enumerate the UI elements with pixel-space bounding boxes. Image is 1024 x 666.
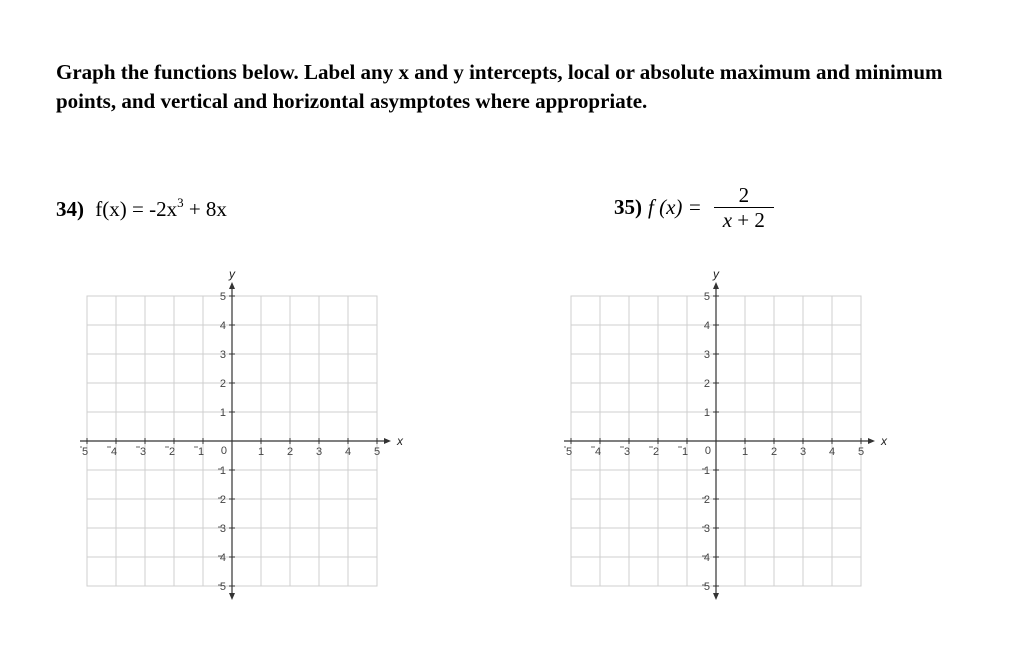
y-tick-label: 4 [219, 320, 226, 332]
y-axis-arrow-down [229, 593, 235, 600]
y-tick-label: 3 [703, 523, 710, 535]
y-tick-label: 3 [219, 349, 226, 361]
y-tick-label: 4 [703, 552, 710, 564]
x-tick-label: 4 [344, 446, 352, 458]
x-tick-label: 2 [770, 446, 778, 458]
problem-34 [56, 195, 227, 222]
numerator: 2 [738, 183, 750, 207]
y-tick-label: 5 [219, 581, 226, 593]
instructions-text: Graph the functions below. Label any x and y intercepts, local or absolute maximum and minimum points, and vertical and horizontal asymptotes where appropriate. [56, 60, 943, 113]
y-tick-label: 2 [703, 494, 710, 506]
x-axis-label: x [881, 434, 887, 448]
x-tick-label: 5 [373, 446, 381, 458]
x-tick-label: 4 [828, 446, 836, 458]
problem-35 [614, 183, 774, 232]
y-tick-label: 3 [703, 349, 710, 361]
y-axis-arrow-down [713, 593, 719, 600]
x-tick-label: 3 [315, 446, 323, 458]
coordinate-grid-34[interactable] [80, 262, 410, 602]
x-tick-label: 3 [623, 446, 631, 458]
x-tick-label: 1 [741, 446, 749, 458]
x-tick-label: 1 [681, 446, 689, 458]
y-tick-label: 5 [703, 581, 710, 593]
x-tick-label: 3 [799, 446, 807, 458]
x-tick-label: 1 [257, 446, 265, 458]
x-tick-label: 5 [857, 446, 865, 458]
y-tick-label: 4 [703, 320, 710, 332]
y-tick-label: 3 [219, 523, 226, 535]
function-lhs: f (x) = [648, 195, 702, 219]
x-tick-label: 2 [286, 446, 294, 458]
y-tick-label: 1 [219, 407, 226, 419]
function-equation: $f(x) = -2x^3 + 8x$ [95, 195, 227, 221]
x-tick-label: 3 [139, 446, 147, 458]
y-axis-label: y [229, 267, 235, 281]
x-tick-label: 1 [197, 446, 205, 458]
denominator: x + 2 [722, 208, 765, 232]
x-axis-label: x [397, 434, 403, 448]
exponent: 3 [177, 195, 184, 210]
y-tick-label: 2 [703, 378, 710, 390]
origin-label: 0 [220, 445, 227, 457]
origin-label: 0 [704, 445, 711, 457]
fraction [714, 183, 774, 232]
coordinate-grid-35[interactable] [564, 262, 894, 602]
y-axis-arrow-up [713, 282, 719, 289]
y-tick-label: 5 [219, 291, 226, 303]
x-tick-label: 4 [594, 446, 602, 458]
x-tick-label: 2 [652, 446, 660, 458]
y-tick-label: 1 [703, 407, 710, 419]
x-tick-label: 2 [168, 446, 176, 458]
x-tick-label: 5 [81, 446, 89, 458]
y-tick-label: 2 [219, 378, 226, 390]
y-tick-label: 4 [219, 552, 226, 564]
y-tick-label: 1 [219, 465, 226, 477]
x-axis-arrow-right [384, 438, 391, 444]
y-axis-arrow-up [229, 282, 235, 289]
y-tick-label: 1 [703, 465, 710, 477]
problem-number: 34) [56, 197, 84, 221]
y-tick-label: 5 [703, 291, 710, 303]
x-axis-arrow-right [868, 438, 875, 444]
x-tick-label: 4 [110, 446, 118, 458]
problem-number: 35) [614, 195, 642, 219]
y-axis-label: y [713, 267, 719, 281]
x-tick-label: 5 [565, 446, 573, 458]
y-tick-label: 2 [219, 494, 226, 506]
